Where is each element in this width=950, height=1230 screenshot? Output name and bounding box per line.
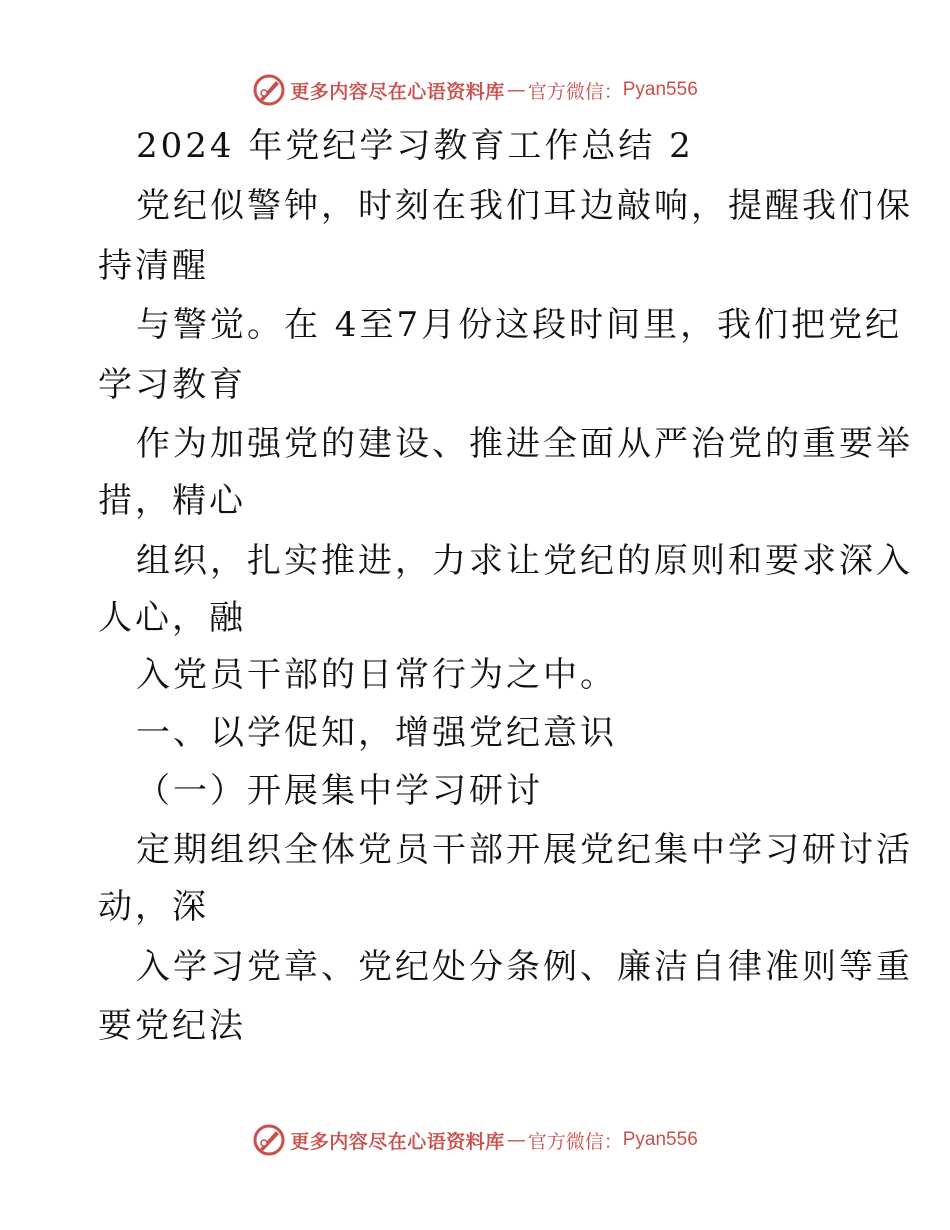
watermark-separator: — xyxy=(506,79,526,101)
section-heading: 一、以学促知，增强党纪意识 xyxy=(136,713,617,753)
footer-watermark xyxy=(0,1120,950,1160)
watermark-wechat-label: 官方微信： xyxy=(527,1130,623,1153)
watermark-main-text: 更多内容尽在心语资料库 xyxy=(290,1130,505,1153)
paragraph-line: 学习教育 xyxy=(98,365,246,405)
paragraph-line: 入学习党章、党纪处分条例、廉洁自律准则等重 xyxy=(136,947,913,987)
paragraph-line: 与警觉。在 4至7月份这段时间里，我们把党纪 xyxy=(136,305,903,345)
paragraph-line: 措，精心 xyxy=(98,481,246,521)
paragraph-line: 组织，扎实推进，力求让党纪的原则和要求深入 xyxy=(136,541,913,581)
paragraph-line: 动，深 xyxy=(98,887,209,927)
document-title: 2024 年党纪学习教育工作总结 2 xyxy=(136,126,694,166)
watermark-wechat-id: Pyan556 xyxy=(622,1129,698,1150)
subsection-heading: （一）开展集中学习研讨 xyxy=(136,771,543,811)
watermark-wechat-id: Pyan556 xyxy=(622,79,698,100)
watermark-main-text: 更多内容尽在心语资料库 xyxy=(290,80,505,103)
paragraph-line: 持清醒 xyxy=(98,246,209,286)
quill-logo-icon xyxy=(252,1123,286,1157)
paragraph-line: 党纪似警钟，时刻在我们耳边敲响，提醒我们保 xyxy=(136,186,913,226)
watermark-wechat-label: 官方微信： xyxy=(527,80,623,103)
watermark-separator: — xyxy=(506,1129,526,1151)
paragraph-line: 要党纪法 xyxy=(98,1006,246,1046)
paragraph-line: 作为加强党的建设、推进全面从严治党的重要举 xyxy=(136,424,913,464)
quill-logo-icon xyxy=(252,73,286,107)
paragraph-line: 人心，融 xyxy=(98,598,246,638)
paragraph-line: 定期组织全体党员干部开展党纪集中学习研讨活 xyxy=(136,830,913,870)
paragraph-line: 入党员干部的日常行为之中。 xyxy=(136,655,617,695)
header-watermark xyxy=(0,70,950,110)
